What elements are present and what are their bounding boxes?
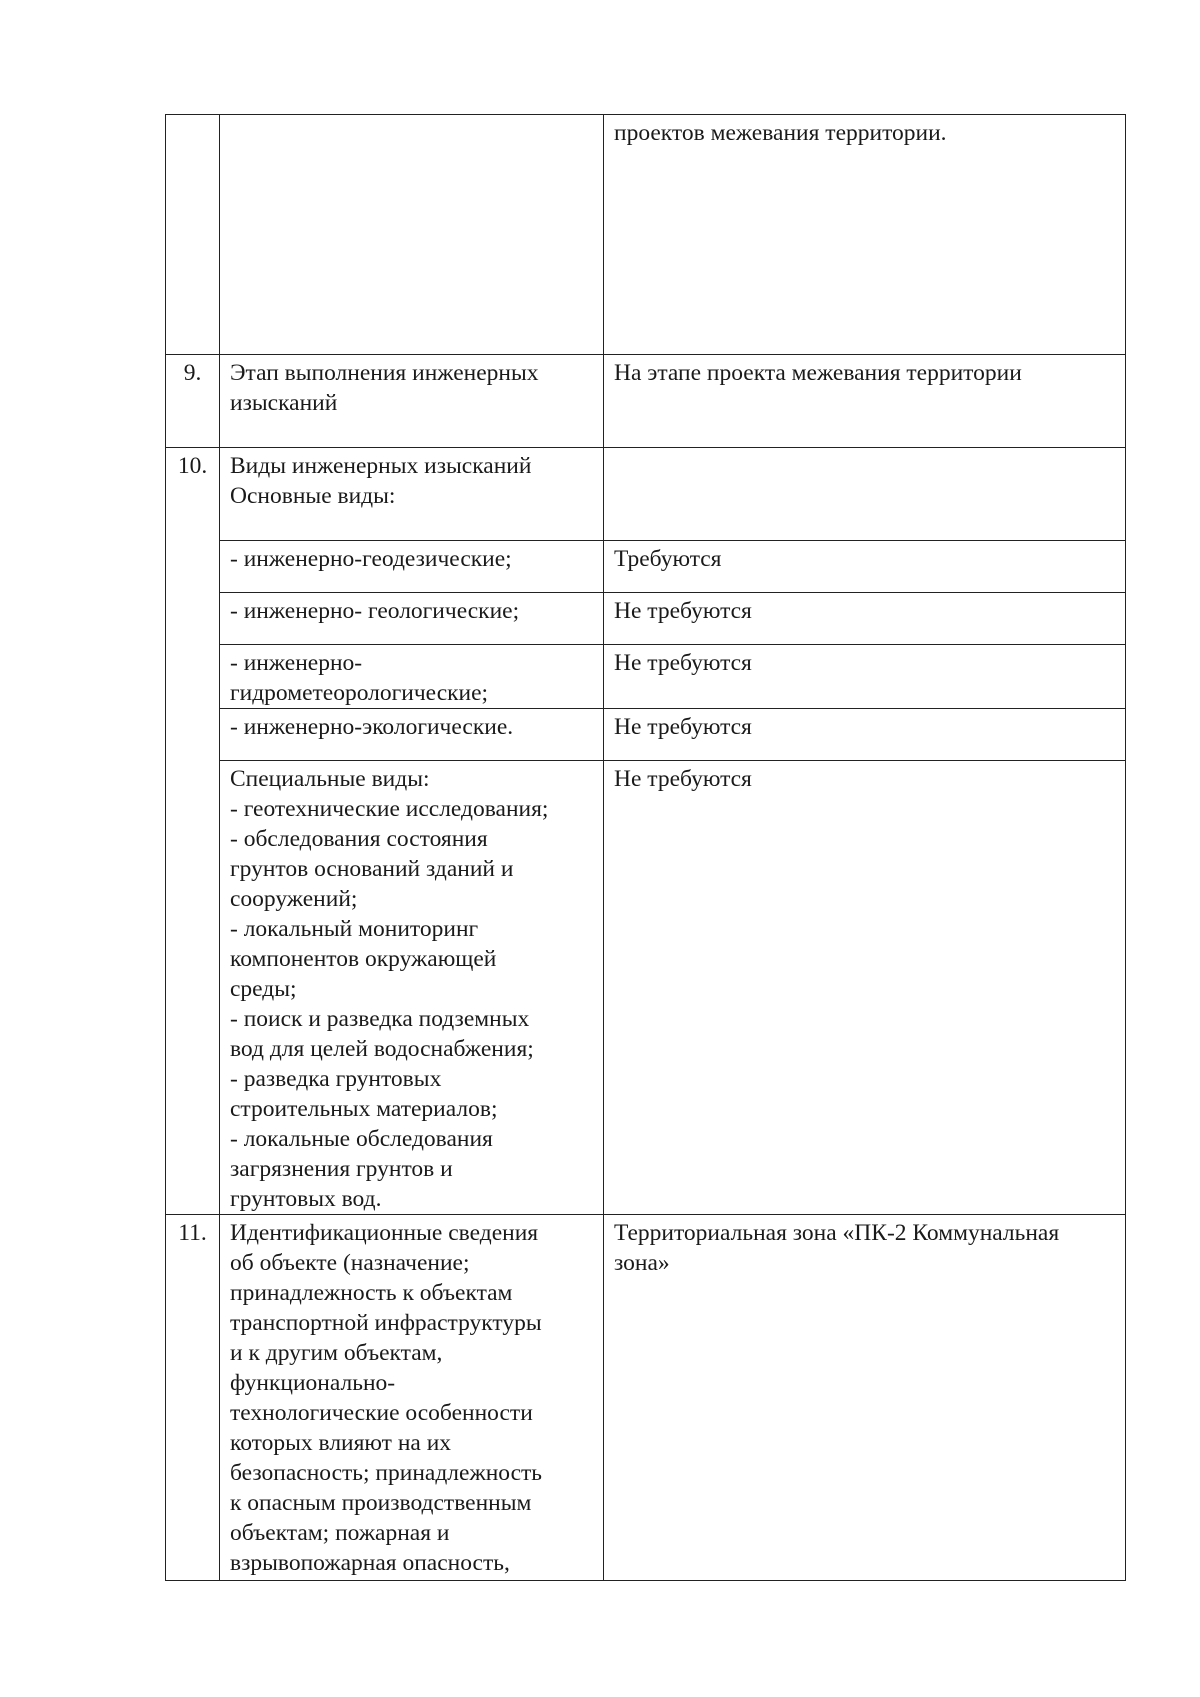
subrow-name: - инженерно-геодезические; [230, 546, 512, 572]
subrow-name-cell [220, 761, 604, 1215]
table-row [166, 355, 1126, 448]
row-value: На этапе проекта межевания территории [614, 360, 1022, 386]
subrow-value: Не требуются [614, 714, 752, 740]
row-number: 9. [166, 355, 220, 448]
table-subrow [166, 541, 1126, 593]
table-subrow [166, 709, 1126, 761]
row-name-cell [220, 115, 604, 355]
subrow-value-cell [604, 645, 1126, 709]
row-value-cell [604, 115, 1126, 355]
row-value: проектов межевания территории. [614, 120, 947, 146]
row-name: Идентификационные сведения об объекте (назначение; принадлежность к объектам транспортной инфраструктуры и к другим объектам, функционально- технологические особенности которых влияют на их безопасность; принадлежность к опасным производственным объектам; пожарная и взрывопожарная опасность, [230, 1220, 543, 1576]
row-number: 11. [166, 1215, 220, 1581]
row-name-cell [220, 355, 604, 448]
table-row [166, 448, 1126, 541]
subrow-name-cell [220, 593, 604, 645]
table-subrow [166, 761, 1126, 1215]
row-value-cell [604, 355, 1126, 448]
row-name-cell [220, 1215, 604, 1581]
row-value-cell [604, 1215, 1126, 1581]
table-subrow [166, 645, 1126, 709]
row-number: 10. [166, 448, 220, 1215]
subrow-value-cell [604, 541, 1126, 593]
row-value-cell [604, 448, 1126, 541]
subrow-name-cell [220, 541, 604, 593]
subrow-name: - инженерно- геологические; [230, 598, 520, 624]
subrow-value-cell [604, 709, 1126, 761]
row-value: Территориальная зона «ПК-2 Коммунальная зона» [614, 1220, 1060, 1276]
row-name: Этап выполнения инженерных изысканий [230, 360, 539, 416]
row-number [166, 115, 220, 355]
requirements-table [165, 114, 1126, 1581]
subrow-name: - инженерно-экологические. [230, 714, 514, 740]
row-name [220, 115, 603, 118]
table-row [166, 1215, 1126, 1581]
subrow-value: Не требуются [614, 598, 752, 624]
subrow-value: Требуются [614, 546, 722, 572]
subrow-value-cell [604, 761, 1126, 1215]
subrow-value: Не требуются [614, 650, 752, 676]
subrow-name-cell [220, 645, 604, 709]
table-row [166, 115, 1126, 355]
row-name-cell [220, 448, 604, 541]
subrow-value-cell [604, 593, 1126, 645]
row-value [604, 448, 1125, 451]
subrow-name-cell [220, 709, 604, 761]
subrow-name: Специальные виды: - геотехнические исследования; - обследования состояния грунтов оснований зданий и сооружений; - локальный мониторинг компонентов окружающей среды; - поиск и разведка подземных вод для целей водоснабжения; - разведка грунтовых строительных материалов; - локальные обследования загрязнения грунтов и грунтовых вод. [230, 766, 549, 1212]
subrow-value: Не требуются [614, 766, 752, 792]
subrow-name: - инженерно- гидрометеорологические; [230, 650, 489, 706]
row-name: Виды инженерных изысканий Основные виды: [230, 453, 532, 509]
table-subrow [166, 593, 1126, 645]
